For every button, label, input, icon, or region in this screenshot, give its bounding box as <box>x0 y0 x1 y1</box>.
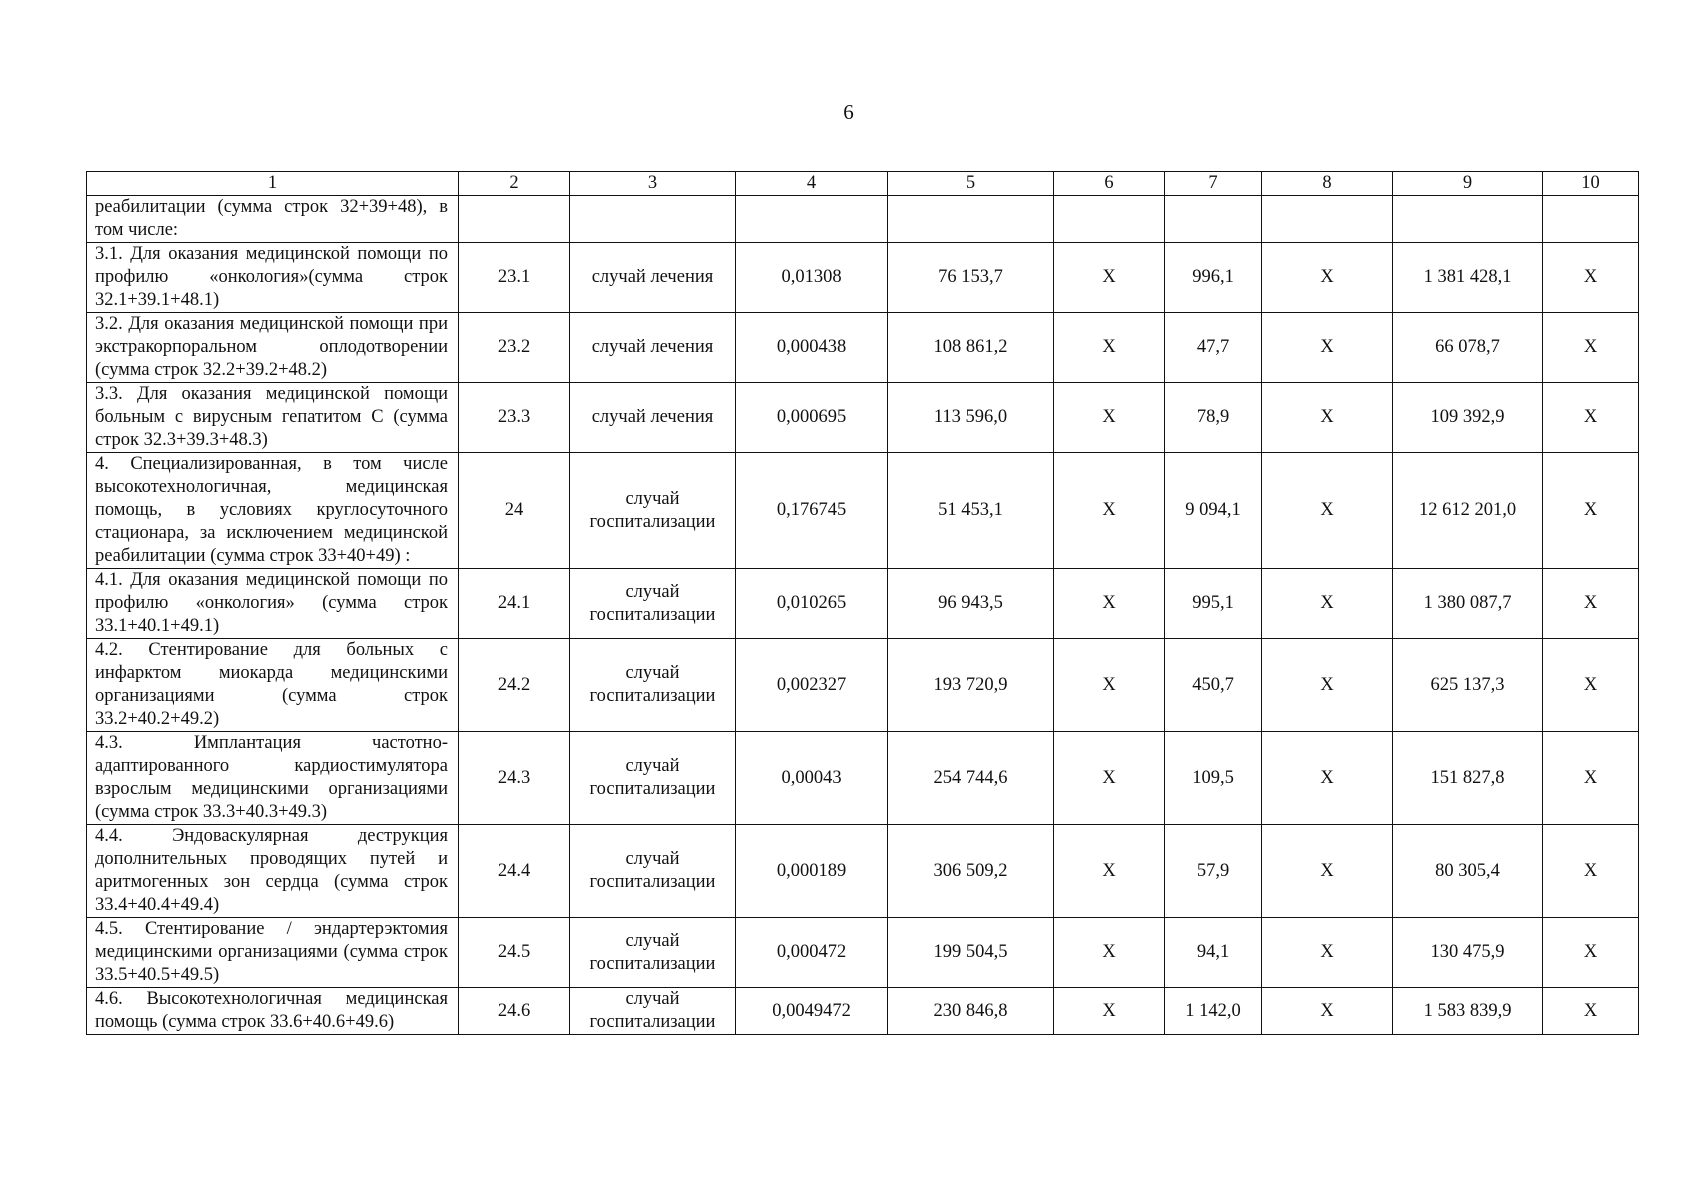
row-code-cell: 24.3 <box>459 732 570 825</box>
col10-cell: X <box>1543 453 1639 569</box>
norm-cell: 0,01308 <box>736 243 888 313</box>
col8-cell: X <box>1262 243 1393 313</box>
col8-cell: X <box>1262 313 1393 383</box>
col10-cell: X <box>1543 313 1639 383</box>
unit-cell: случай лечения <box>570 243 736 313</box>
norm-cell: 0,00043 <box>736 732 888 825</box>
column-header: 10 <box>1543 172 1639 196</box>
row-description-cell: 4.3. Имплантация частотно-адаптированного кардиостимулятора взрослым медицинскими организациями (сумма строк 33.3+40.3+49.3) <box>87 732 459 825</box>
col8-cell: X <box>1262 383 1393 453</box>
column-header: 8 <box>1262 172 1393 196</box>
col7-cell: 94,1 <box>1165 918 1262 988</box>
column-header: 5 <box>888 172 1054 196</box>
col9-cell: 1 583 839,9 <box>1393 988 1543 1035</box>
table-row <box>87 639 1639 732</box>
row-code-cell: 23.2 <box>459 313 570 383</box>
col8-cell: X <box>1262 825 1393 918</box>
row-code-cell: 24.2 <box>459 639 570 732</box>
table-row <box>87 732 1639 825</box>
unit-cell: случай госпитализации <box>570 918 736 988</box>
col6-cell: X <box>1054 988 1165 1035</box>
col8-cell: X <box>1262 732 1393 825</box>
col7-cell: 9 094,1 <box>1165 453 1262 569</box>
row-description-cell: 3.3. Для оказания медицинской помощи больным с вирусным гепатитом С (сумма строк 32.3+39.3+48.3) <box>87 383 459 453</box>
col10-cell <box>1543 196 1639 243</box>
norm-cell: 0,000472 <box>736 918 888 988</box>
cost-cell: 108 861,2 <box>888 313 1054 383</box>
row-description-cell: 4.6. Высокотехнологичная медицинская помощь (сумма строк 33.6+40.6+49.6) <box>87 988 459 1035</box>
row-code-cell: 24.6 <box>459 988 570 1035</box>
unit-cell: случай госпитализации <box>570 825 736 918</box>
col8-cell: X <box>1262 918 1393 988</box>
norm-cell: 0,002327 <box>736 639 888 732</box>
cost-cell: 193 720,9 <box>888 639 1054 732</box>
col10-cell: X <box>1543 825 1639 918</box>
col6-cell: X <box>1054 383 1165 453</box>
col8-cell: X <box>1262 569 1393 639</box>
col9-cell: 109 392,9 <box>1393 383 1543 453</box>
col10-cell: X <box>1543 732 1639 825</box>
col9-cell: 66 078,7 <box>1393 313 1543 383</box>
col10-cell: X <box>1543 988 1639 1035</box>
row-code-cell: 24.4 <box>459 825 570 918</box>
col8-cell <box>1262 196 1393 243</box>
row-description-cell: 3.2. Для оказания медицинской помощи при экстракорпоральном оплодотворении (сумма строк 32.2+39.2+48.2) <box>87 313 459 383</box>
unit-cell: случай госпитализации <box>570 732 736 825</box>
col9-cell: 151 827,8 <box>1393 732 1543 825</box>
col9-cell: 625 137,3 <box>1393 639 1543 732</box>
cost-cell: 96 943,5 <box>888 569 1054 639</box>
unit-cell: случай госпитализации <box>570 569 736 639</box>
col7-cell: 78,9 <box>1165 383 1262 453</box>
row-description-cell: 3.1. Для оказания медицинской помощи по профилю «онкология»(сумма строк 32.1+39.1+48.1) <box>87 243 459 313</box>
col9-cell: 1 381 428,1 <box>1393 243 1543 313</box>
row-code-cell: 24 <box>459 453 570 569</box>
col10-cell: X <box>1543 243 1639 313</box>
column-header: 1 <box>87 172 459 196</box>
row-code-cell: 24.5 <box>459 918 570 988</box>
col7-cell: 996,1 <box>1165 243 1262 313</box>
col6-cell: X <box>1054 639 1165 732</box>
col9-cell: 12 612 201,0 <box>1393 453 1543 569</box>
col7-cell <box>1165 196 1262 243</box>
row-description-cell: реабилитации (сумма строк 32+39+48), в том числе: <box>87 196 459 243</box>
table-row <box>87 569 1639 639</box>
unit-cell: случай лечения <box>570 383 736 453</box>
col7-cell: 450,7 <box>1165 639 1262 732</box>
col6-cell <box>1054 196 1165 243</box>
cost-cell: 230 846,8 <box>888 988 1054 1035</box>
row-description-cell: 4. Специализированная, в том числе высокотехнологичная, медицинская помощь, в условиях круглосуточного стационара, за исключением медицинской реабилитации (сумма строк 33+40+49) : <box>87 453 459 569</box>
table-row <box>87 918 1639 988</box>
cost-cell: 306 509,2 <box>888 825 1054 918</box>
col6-cell: X <box>1054 732 1165 825</box>
table-row <box>87 453 1639 569</box>
col6-cell: X <box>1054 569 1165 639</box>
col10-cell: X <box>1543 569 1639 639</box>
row-description-cell: 4.1. Для оказания медицинской помощи по профилю «онкология» (сумма строк 33.1+40.1+49.1) <box>87 569 459 639</box>
col10-cell: X <box>1543 918 1639 988</box>
table-body <box>87 196 1639 1035</box>
column-header: 3 <box>570 172 736 196</box>
col9-cell: 1 380 087,7 <box>1393 569 1543 639</box>
col7-cell: 47,7 <box>1165 313 1262 383</box>
row-code-cell: 23.1 <box>459 243 570 313</box>
row-code-cell: 24.1 <box>459 569 570 639</box>
norm-cell: 0,010265 <box>736 569 888 639</box>
col6-cell: X <box>1054 313 1165 383</box>
norm-cell: 0,000189 <box>736 825 888 918</box>
table-row <box>87 313 1639 383</box>
unit-cell: случай лечения <box>570 313 736 383</box>
table-row <box>87 196 1639 243</box>
col9-cell <box>1393 196 1543 243</box>
table-row <box>87 988 1639 1035</box>
column-header: 4 <box>736 172 888 196</box>
unit-cell: случай госпитализации <box>570 988 736 1035</box>
row-description-cell: 4.4. Эндоваскулярная деструкция дополнительных проводящих путей и аритмогенных зон сердца (сумма строк 33.4+40.4+49.4) <box>87 825 459 918</box>
table-row <box>87 825 1639 918</box>
table-row <box>87 383 1639 453</box>
col7-cell: 109,5 <box>1165 732 1262 825</box>
cost-cell: 51 453,1 <box>888 453 1054 569</box>
column-header: 6 <box>1054 172 1165 196</box>
table-row <box>87 243 1639 313</box>
col7-cell: 1 142,0 <box>1165 988 1262 1035</box>
col8-cell: X <box>1262 639 1393 732</box>
cost-cell: 113 596,0 <box>888 383 1054 453</box>
col6-cell: X <box>1054 453 1165 569</box>
norm-cell: 0,0049472 <box>736 988 888 1035</box>
norm-cell: 0,000438 <box>736 313 888 383</box>
col9-cell: 80 305,4 <box>1393 825 1543 918</box>
col9-cell: 130 475,9 <box>1393 918 1543 988</box>
unit-cell: случай госпитализации <box>570 639 736 732</box>
row-description-cell: 4.2. Стентирование для больных с инфарктом миокарда медицинскими организациями (сумма строк 33.2+40.2+49.2) <box>87 639 459 732</box>
col7-cell: 57,9 <box>1165 825 1262 918</box>
column-header: 9 <box>1393 172 1543 196</box>
row-code-cell <box>459 196 570 243</box>
page-number: 6 <box>843 100 854 124</box>
cost-cell: 254 744,6 <box>888 732 1054 825</box>
col8-cell: X <box>1262 988 1393 1035</box>
col6-cell: X <box>1054 243 1165 313</box>
data-table <box>86 171 1639 1035</box>
header-row <box>87 172 1639 196</box>
col8-cell: X <box>1262 453 1393 569</box>
unit-cell <box>570 196 736 243</box>
row-description-cell: 4.5. Стентирование / эндартерэктомия медицинскими организациями (сумма строк 33.5+40.5+49.5) <box>87 918 459 988</box>
column-header: 7 <box>1165 172 1262 196</box>
col7-cell: 995,1 <box>1165 569 1262 639</box>
col10-cell: X <box>1543 639 1639 732</box>
cost-cell: 199 504,5 <box>888 918 1054 988</box>
norm-cell: 0,176745 <box>736 453 888 569</box>
norm-cell <box>736 196 888 243</box>
column-header: 2 <box>459 172 570 196</box>
cost-cell: 76 153,7 <box>888 243 1054 313</box>
unit-cell: случай госпитализации <box>570 453 736 569</box>
col6-cell: X <box>1054 918 1165 988</box>
row-code-cell: 23.3 <box>459 383 570 453</box>
col6-cell: X <box>1054 825 1165 918</box>
cost-cell <box>888 196 1054 243</box>
norm-cell: 0,000695 <box>736 383 888 453</box>
col10-cell: X <box>1543 383 1639 453</box>
